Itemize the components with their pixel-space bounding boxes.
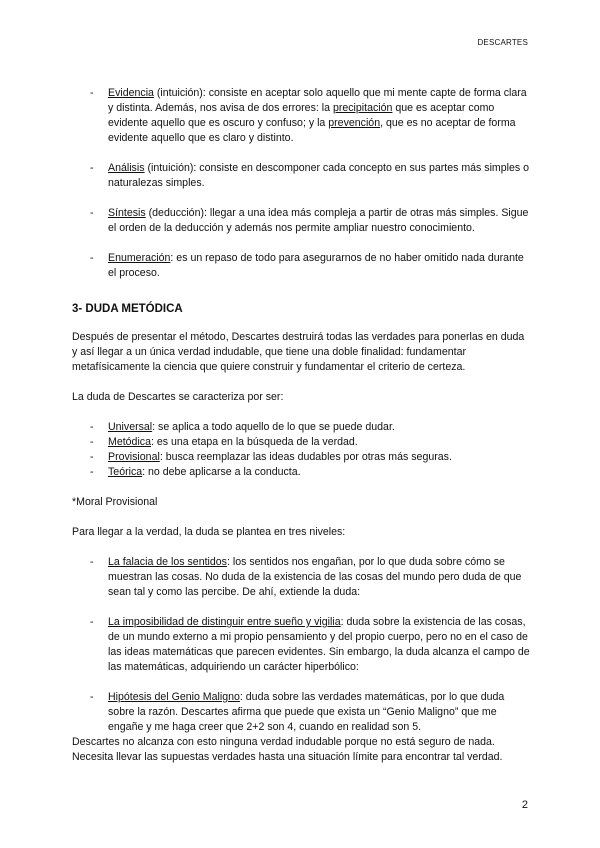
conclusion-paragraph: Descartes no alcanza con esto ninguna verdad indudable porque no está seguro de nada. Necesita llevar las supuestas verdades hasta una situación límite para encontrar tal verdad. [72,736,503,763]
sueno-vigilia-text: : duda sobre la existencia de las cosas, de un mundo externo a mi propio pensamiento y del propio cuerpo, pero no en el caso de las ideas matemáticas que parecen evidentes. Sin embargo, la duda alcanza el campo de las matemáticas, adquiriendo un carácter hiperbólico: [108,616,530,673]
list-dash: - [90,87,94,99]
evidencia-text-3: , que es no aceptar de forma evidente aquello que es claro y distinto. [108,117,516,144]
list-dash: - [90,421,94,433]
levels-intro: Para llegar a la verdad, la duda se plantea en tres niveles: [72,526,346,538]
term-precipitacion: precipitación [332,102,393,114]
list-item-enumeracion [72,251,530,281]
universal-text: : se aplica a todo aquello de lo que se puede dudar. [152,421,395,433]
list-item-provisional [72,450,530,465]
evidencia-text-1: (intuición): consiste en aceptar solo aquello que mi mente capte de forma clara y distinta. Además, nos avisa de dos errores: la [108,87,527,114]
list-dash: - [90,616,94,628]
teorica-text: : no debe aplicarse a la conducta. [142,466,301,478]
list-item-sintesis [72,206,530,236]
term-provisional: Provisional [108,451,160,463]
moral-note: *Moral Provisional [72,496,158,508]
list-dash: - [90,252,94,264]
term-falacia: La falacia de los sentidos [108,556,227,568]
analisis-text: (intuición): consiste en descomponer cada concepto en sus partes más simples o naturalezas simples. [108,162,530,189]
metodica-text: : es una etapa en la búsqueda de la verdad. [151,436,358,448]
list-item-metodica [72,435,530,450]
term-universal: Universal [108,421,153,433]
list-dash: - [90,436,94,448]
page-content [72,86,530,765]
list-item-falacia [72,555,530,600]
term-prevencion: prevención [328,117,381,129]
list-item-genio-maligno [72,690,530,735]
list-item-analisis [72,161,530,191]
list-dash: - [90,691,94,703]
term-analisis: Análisis [108,162,145,174]
term-sueno-vigilia: La imposibilidad de distinguir entre sueño y vigilia [108,616,341,628]
enumeracion-text: : es un repaso de todo para asegurarnos de no haber omitido nada durante el proceso. [108,252,524,279]
falacia-text: : los sentidos nos engañan, por lo que duda sobre cómo se muestran las cosas. No duda de la existencia de las cosas del mundo pero duda de que sean tal y como las percibe. De ahí, extiende la duda: [108,556,522,598]
term-metodica: Metódica [108,436,151,448]
provisional-text: : busca reemplazar las ideas dudables por otras más seguras. [159,451,452,463]
list-dash: - [90,162,94,174]
characteristics-intro: La duda de Descartes se caracteriza por ser: [72,391,284,403]
list-dash: - [90,207,94,219]
list-item-teorica [72,465,530,480]
intro-paragraph: Después de presentar el método, Descartes destruirá todas las verdades para ponerlas en duda y así llegar a un única verdad indudable, que tiene una doble finalidad: fundamentar metafísicamente la ciencia que quiere construir y fundamentar el criterio de certeza. [72,331,525,373]
page-number: 2 [521,799,528,811]
list-dash: - [90,466,94,478]
list-item-universal [72,420,530,435]
section-title: 3- DUDA METÓDICA [72,303,183,315]
term-teorica: Teórica [108,466,143,478]
term-sintesis: Síntesis [108,207,146,219]
term-enumeracion: Enumeración [108,252,171,264]
term-genio-maligno: Hipótesis del Genio Maligno [108,691,240,703]
list-dash: - [90,451,94,463]
evidencia-text-2: que es aceptar como evidente aquello que es oscuro y confuso; y la [108,102,495,129]
genio-maligno-text: : duda sobre las verdades matemáticas, por lo que duda sobre la razón. Descartes afirma que puede que exista un “Genio Maligno” que me engañe y me haga creer que 2+2 son 4, cuando en realidad son 5. [108,691,505,733]
sintesis-text: (deducción): llegar a una idea más compleja a partir de otras más simples. Sigue el orden de la deducción y además nos permite ampliar nuestro conocimiento. [108,207,529,234]
term-evidencia: Evidencia [108,87,154,99]
running-header: DESCARTES [477,38,528,47]
list-item-evidencia [72,86,530,146]
list-dash: - [90,556,94,568]
list-item-sueno-vigilia [72,615,530,675]
